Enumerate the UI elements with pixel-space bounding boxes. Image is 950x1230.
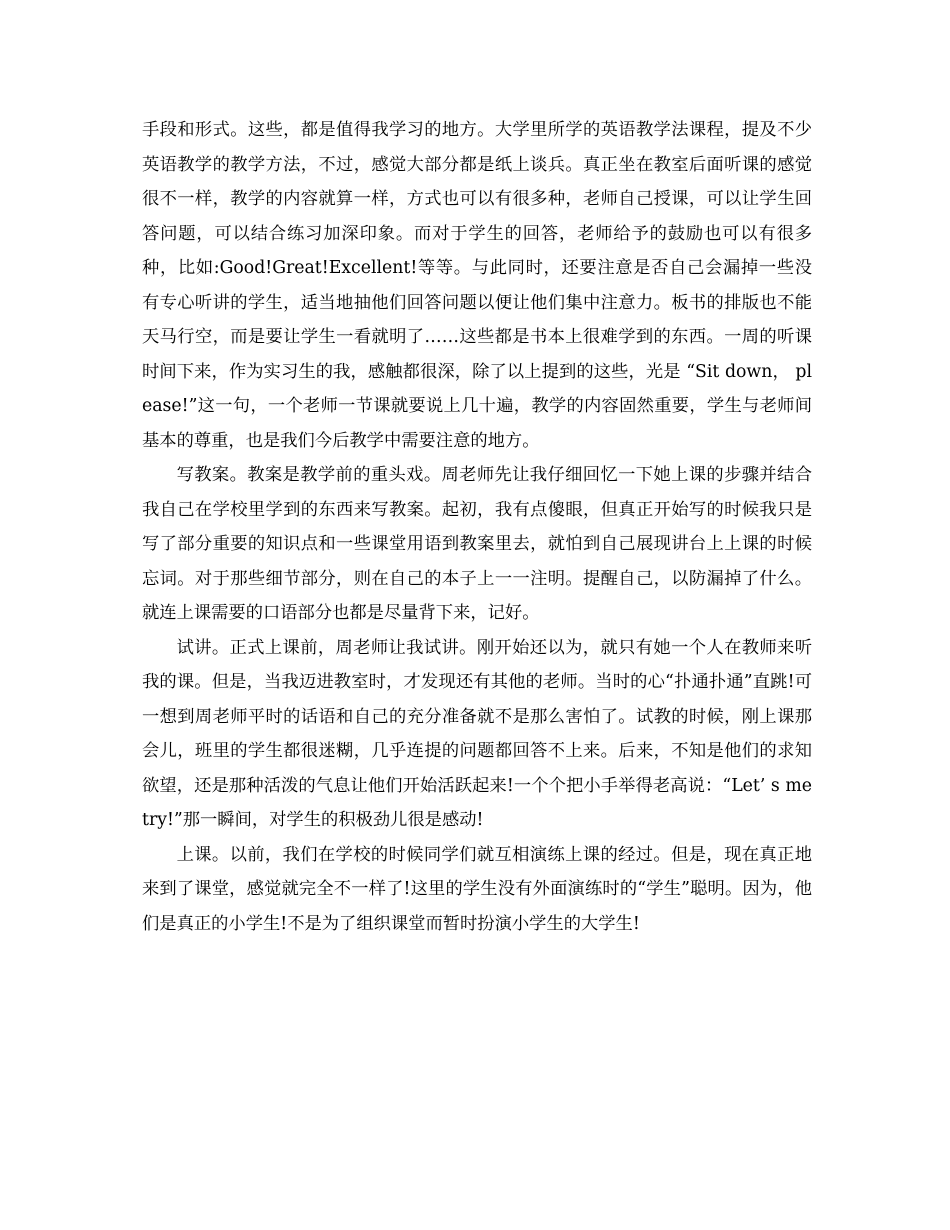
paragraph-teaching: 上课。以前，我们在学校的时候同学们就互相演练上课的经过。但是，现在真正地来到了课堂，感觉就完全不一样了!这里的学生没有外面演练时的“学生”聪明。因为，他们是真正的小学生!不是为了组织课堂而暂时扮演小学生的大学生! — [142, 844, 812, 934]
paragraph-lesson-plan: 写教案。教案是教学前的重头戏。周老师先让我仔细回忆一下她上课的步骤并结合我自己在学校里学到的东西来写教案。起初，我有点傻眼，但真正开始写的时候我只是写了部分重要的知识点和一些课堂用语到教案里去，就怕到自己展现讲台上上课的时候忘词。对于那些细节部分，则在自己的本子上一一注明。提醒自己，以防漏掉了什么。就连上课需要的口语部分也都是尽量背下来，记好。 — [142, 465, 812, 623]
body-text — [142, 113, 812, 941]
paragraph-observation: 手段和形式。这些，都是值得我学习的地方。大学里所学的英语教学法课程，提及不少英语教学的教学方法，不过，感觉大部分都是纸上谈兵。真正坐在教室后面听课的感觉很不一样，教学的内容就算一样，方式也可以有很多种，老师自己授课，可以让学生回答问题，可以结合练习加深印象。而对于学生的回答，老师给予的鼓励也可以有很多种，比如:Good!Great!Excellent!等等。与此同时，还要注意是否自己会漏掉一些没有专心听讲的学生，适当地抽他们回答问题以便让他们集中注意力。板书的排版也不能天马行空，而是要让学生一看就明了……这些都是书本上很难学到的东西。一周的听课时间下来，作为实习生的我，感触都很深，除了以上提到的这些，光是 “Sit down， please!”这一句，一个老师一节课就要说上几十遍，教学的内容固然重要，学生与老师间基本的尊重，也是我们今后教学中需要注意的地方。 — [142, 120, 812, 451]
paragraph-trial-lecture: 试讲。正式上课前，周老师让我试讲。刚开始还以为，就只有她一个人在教师来听我的课。但是，当我迈进教室时，才发现还有其他的老师。当时的心“扑通扑通”直跳!可一想到周老师平时的话语和自己的充分准备就不是那么害怕了。试教的时候，刚上课那会儿，班里的学生都很迷糊，几乎连提的问题都回答不上来。后来，不知是他们的求知欲望，还是那种活泼的气息让他们开始活跃起来!一个个把小手举得老高说：“Let’ s me try!”那一瞬间，对学生的积极劲儿很是感动! — [142, 637, 812, 830]
